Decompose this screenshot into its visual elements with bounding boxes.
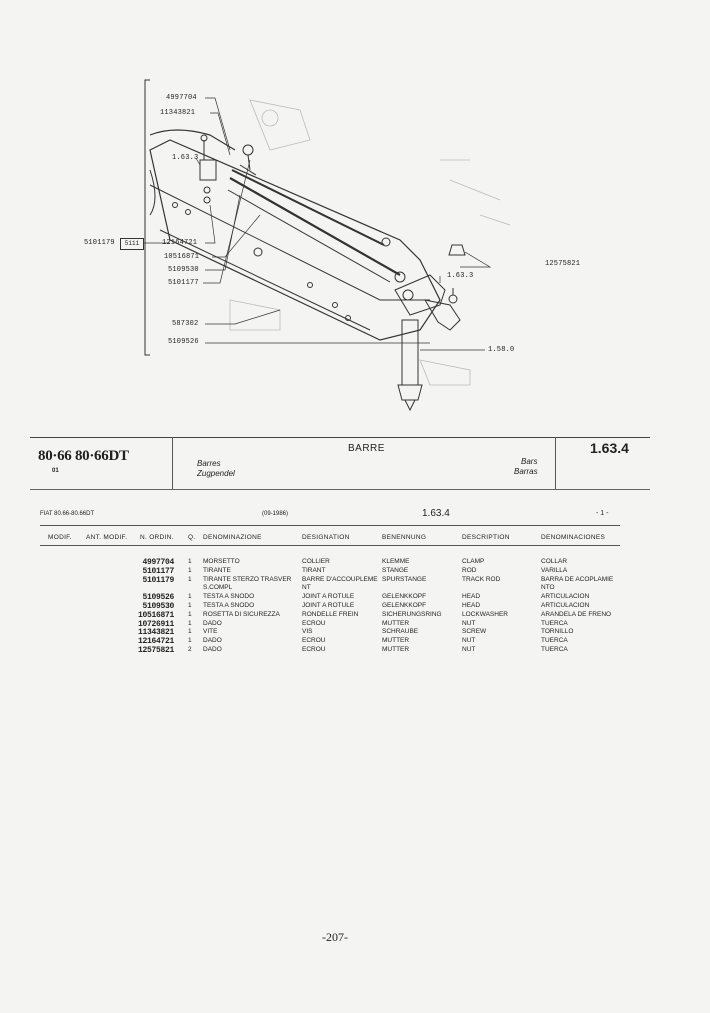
cell-de: SPURSTANGE bbox=[382, 575, 427, 583]
cell-fr: JOINT A ROTULE bbox=[302, 602, 355, 609]
cell-qty: 1 bbox=[188, 602, 192, 609]
header-separator bbox=[172, 437, 173, 489]
col-denominazione: DENOMINAZIONE bbox=[203, 534, 262, 541]
callout-5109526: 5109526 bbox=[168, 338, 199, 346]
cell-fr: VIS bbox=[302, 628, 313, 636]
callout-5101177: 5101177 bbox=[168, 279, 199, 287]
exploded-parts-diagram bbox=[0, 0, 710, 430]
cell-code: 5109526 bbox=[142, 593, 174, 603]
table-header-rule bbox=[40, 545, 620, 546]
cell-de: GELENKKOPF bbox=[382, 593, 427, 601]
cell-en: TRACK ROD bbox=[462, 575, 501, 583]
subtitle-en: Bars bbox=[521, 457, 538, 466]
cell-code: 11343821 bbox=[137, 628, 174, 638]
cell-de: MUTTER bbox=[382, 619, 410, 627]
cell-it: MORSETTO bbox=[203, 558, 240, 565]
cell-it: S.COMPL bbox=[203, 584, 233, 592]
cell-it: DADO bbox=[203, 646, 222, 653]
cell-qty: 1 bbox=[188, 575, 192, 583]
cell-en: HEAD bbox=[462, 593, 481, 601]
cell-it: DADO bbox=[203, 619, 222, 627]
cell-code: 12575821 bbox=[137, 646, 174, 655]
cell-de: KLEMME bbox=[382, 558, 410, 565]
table-row bbox=[0, 584, 710, 593]
cell-it: VITE bbox=[203, 628, 218, 636]
cell-de: GELENKKOPF bbox=[382, 602, 427, 609]
table-row bbox=[0, 611, 710, 620]
cell-es: TUERCA bbox=[541, 646, 568, 653]
subtitle-es: Barras bbox=[514, 467, 538, 476]
subtitle-it: Barres bbox=[197, 459, 221, 468]
callout-587302: 587302 bbox=[172, 320, 199, 328]
cell-en: HEAD bbox=[462, 602, 481, 609]
col-modif: MODIF. bbox=[48, 534, 72, 541]
callout-1633-left: 1.63.3 bbox=[172, 154, 199, 162]
cell-code: 5101177 bbox=[142, 566, 174, 576]
cell-es: BARRA DE ACOPLAMIE bbox=[541, 575, 614, 583]
cell-code: 5101179 bbox=[142, 575, 174, 585]
cell-qty: 1 bbox=[188, 566, 192, 574]
cell-fr: JOINT A ROTULE bbox=[302, 593, 355, 601]
col-benennung: BENENNUNG bbox=[382, 534, 427, 541]
col-ant-modif: ANT. MODIF. bbox=[86, 534, 128, 541]
cell-en: SCREW bbox=[462, 628, 487, 636]
cell-de: SICHERUNGSRING bbox=[382, 610, 442, 618]
section-title: BARRE bbox=[348, 443, 385, 454]
cell-es: TORNILLO bbox=[541, 628, 574, 636]
meta-models: FIAT 80.66-80.66DT bbox=[40, 511, 95, 517]
table-row bbox=[0, 558, 710, 567]
callout-1580: 1.58.0 bbox=[488, 346, 515, 354]
header-bottom-rule bbox=[30, 489, 650, 490]
table-row bbox=[0, 620, 710, 629]
col-denominaciones: DENOMINACIONES bbox=[541, 534, 606, 541]
cell-fr: ECROU bbox=[302, 646, 326, 653]
table-row bbox=[0, 646, 710, 655]
cell-it: ROSETTA DI SICUREZZA bbox=[203, 610, 280, 618]
cell-code: 4997704 bbox=[142, 558, 174, 567]
cell-fr: TIRANT bbox=[302, 566, 326, 574]
cell-es: COLLAR bbox=[541, 558, 568, 565]
cell-en: NUT bbox=[462, 646, 476, 653]
callout-5101179: 5101179 bbox=[84, 239, 115, 247]
table-row bbox=[0, 576, 710, 585]
cell-qty: 1 bbox=[188, 628, 192, 636]
callout-box-5111: 5111 bbox=[120, 238, 144, 250]
callout-1633-right: 1.63.3 bbox=[447, 272, 474, 280]
cell-en: ROD bbox=[462, 566, 477, 574]
meta-date: (09-1986) bbox=[262, 511, 289, 517]
cell-en: NUT bbox=[462, 619, 476, 627]
model-sub: 01 bbox=[52, 468, 59, 474]
callout-10516871: 10516871 bbox=[164, 253, 200, 261]
cell-es: TUERCA bbox=[541, 619, 568, 627]
cell-en: NUT bbox=[462, 637, 476, 645]
callout-12575821: 12575821 bbox=[545, 260, 581, 268]
cell-it: TIRANTE bbox=[203, 566, 231, 574]
header-top-rule bbox=[30, 437, 650, 438]
cell-en: CLAMP bbox=[462, 558, 485, 565]
table-row bbox=[0, 637, 710, 646]
col-designation: DESIGNATION bbox=[302, 534, 350, 541]
cell-qty: 1 bbox=[188, 593, 192, 601]
cell-fr: ECROU bbox=[302, 619, 326, 627]
cell-code: 10726911 bbox=[137, 619, 174, 629]
cell-it: TESTA A SNODO bbox=[203, 602, 255, 609]
cell-de: MUTTER bbox=[382, 637, 410, 645]
cell-code: 10516871 bbox=[137, 610, 174, 620]
cell-es: ARANDELA DE FRENO bbox=[541, 610, 612, 618]
col-description: DESCRIPTION bbox=[462, 534, 510, 541]
callout-4997704: 4997704 bbox=[166, 94, 197, 102]
model-name: 80·66 80·66DT bbox=[38, 448, 129, 464]
cell-it: TIRANTE STERZO TRASVER bbox=[203, 575, 292, 583]
cell-en: LOCKWASHER bbox=[462, 610, 508, 618]
cell-qty: 2 bbox=[188, 646, 192, 653]
table-row bbox=[0, 593, 710, 602]
meta-page-marker: - 1 - bbox=[596, 510, 609, 517]
page-number: -207- bbox=[322, 930, 348, 944]
subtitle-de: Zugpendel bbox=[197, 469, 235, 478]
table-top-rule bbox=[40, 525, 620, 526]
cell-fr: RONDELLE FREIN bbox=[302, 610, 359, 618]
cell-code: 12164721 bbox=[137, 637, 174, 647]
cell-fr: NT bbox=[302, 584, 311, 592]
cell-it: TESTA A SNODO bbox=[203, 593, 255, 601]
cell-es: VARILLA bbox=[541, 566, 568, 574]
callout-5109530: 5109530 bbox=[168, 266, 199, 274]
table-row bbox=[0, 602, 710, 611]
cell-qty: 1 bbox=[188, 619, 192, 627]
cell-de: STANGE bbox=[382, 566, 409, 574]
cell-es: ARTICULACION bbox=[541, 602, 590, 609]
col-qty: Q. bbox=[188, 534, 196, 541]
table-row bbox=[0, 628, 710, 637]
cell-qty: 1 bbox=[188, 610, 192, 618]
cell-code: 5109530 bbox=[142, 602, 174, 611]
table-row bbox=[0, 567, 710, 576]
callout-12164721: 12164721 bbox=[162, 239, 198, 247]
cell-fr: COLLIER bbox=[302, 558, 330, 565]
cell-es: ARTICULACION bbox=[541, 593, 590, 601]
cell-es: NTO bbox=[541, 584, 555, 592]
cell-de: MUTTER bbox=[382, 646, 410, 653]
cell-fr: ECROU bbox=[302, 637, 326, 645]
cell-qty: 1 bbox=[188, 637, 192, 645]
col-n-ordin: N. ORDIN. bbox=[140, 534, 174, 541]
cell-de: SCHRAUBE bbox=[382, 628, 419, 636]
cell-qty: 1 bbox=[188, 558, 192, 565]
meta-section: 1.63.4 bbox=[422, 508, 450, 519]
cell-it: DADO bbox=[203, 637, 222, 645]
cell-es: TUERCA bbox=[541, 637, 568, 645]
header-separator bbox=[555, 437, 556, 489]
section-number: 1.63.4 bbox=[590, 440, 629, 456]
callout-11343821: 11343821 bbox=[160, 109, 196, 117]
cell-fr: BARRE D'ACCOUPLEME bbox=[302, 575, 378, 583]
